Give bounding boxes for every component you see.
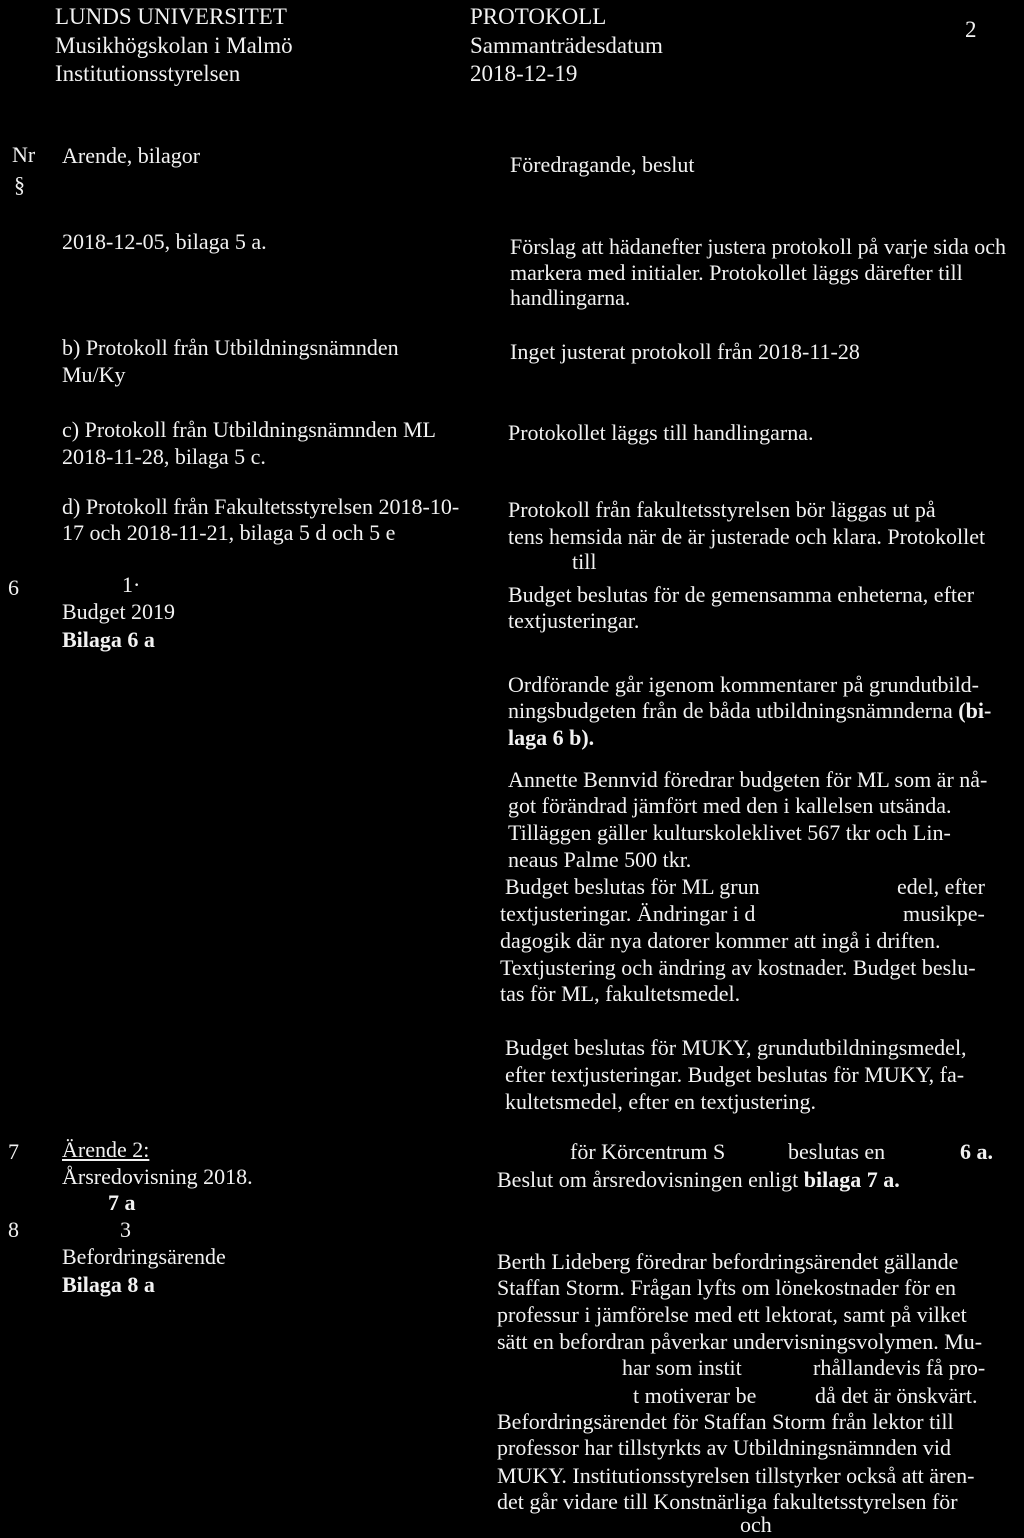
decision-text-segment: Beslut om årsredovisningen enligt xyxy=(497,1167,799,1192)
column-head-decision: Föredragande, beslut xyxy=(510,152,695,177)
decision-text-fragment: och xyxy=(740,1512,772,1537)
decision-text-line: neaus Palme 500 tkr. xyxy=(508,847,692,872)
decision-text-fragment: har som instit xyxy=(622,1355,742,1380)
meeting-date-label: Sammanträdesdatum xyxy=(470,33,663,58)
decision-text-fragment: beslutas en xyxy=(788,1139,886,1164)
decision-text-line: Budget beslutas för MUKY, grundutbildningsmedel, xyxy=(505,1035,967,1060)
decision-text-line: MUKY. Institutionsstyrelsen tillstyrker också att ären- xyxy=(497,1463,975,1488)
document-type: PROTOKOLL xyxy=(470,4,607,29)
decision-text-segment: ningsbudgeten från de båda utbildningsnämnderna xyxy=(508,698,953,723)
decision-text-fragment: musikpe- xyxy=(903,901,985,926)
attachment-reference: 6 a. xyxy=(960,1139,993,1164)
decision-text-line: till xyxy=(572,549,597,574)
decision-text-fragment: textjusteringar. Ändringar i d xyxy=(500,901,756,926)
item-text-line: 17 och 2018-11-21, bilaga 5 d och 5 e xyxy=(62,520,396,545)
attachment-reference: laga 6 b). xyxy=(508,725,595,750)
attachment-reference: 7 a xyxy=(108,1190,136,1215)
decision-text-line: det går vidare till Konstnärliga fakultetsstyrelsen för xyxy=(497,1489,958,1514)
decision-text-line: Befordringsärendet för Staffan Storm från lektor till xyxy=(497,1409,954,1434)
attachment-reference: Bilaga 6 a xyxy=(62,627,155,652)
attachment-reference: bilaga 7 a. xyxy=(803,1167,900,1192)
decision-text-line: markera med initialer. Protokollet läggs därefter till xyxy=(510,260,963,285)
page-number: 2 xyxy=(965,17,977,42)
decision-text-line: efter textjusteringar. Budget beslutas för MUKY, fa- xyxy=(505,1062,965,1087)
decision-text-line: professor har tillstyrkts av Utbildningsnämnden vid xyxy=(497,1435,951,1460)
decision-text-line: Förslag att hädanefter justera protokoll på varje sida och xyxy=(510,234,1007,259)
decision-text-line: Berth Lideberg föredrar befordringsärendet gällande xyxy=(497,1249,959,1274)
meeting-date: 2018-12-19 xyxy=(470,61,578,86)
item-text-line: Mu/Ky xyxy=(62,362,126,387)
item-title: Befordringsärende xyxy=(62,1244,226,1269)
attachment-reference: Bilaga 8 a xyxy=(62,1272,155,1297)
decision-text-fragment: då det är önskvärt. xyxy=(815,1383,978,1408)
decision-text-fragment: t motiverar be xyxy=(633,1383,757,1408)
decision-text-line: Budget beslutas för de gemensamma enheterna, efter xyxy=(508,582,975,607)
item-text-line: 3 xyxy=(120,1217,131,1242)
decision-text-line: professur i jämförelse med ett lektorat, samt på vilket xyxy=(497,1302,967,1327)
decision-text-line: tas för ML, fakultetsmedel. xyxy=(500,981,741,1006)
item-text-line: c) Protokoll från Utbildningsnämnden ML xyxy=(62,417,436,442)
decision-text-line xyxy=(497,1169,900,1191)
decision-text-fragment: för Körcentrum S xyxy=(570,1139,726,1164)
decision-text-line: tens hemsida när de är justerade och klara. Protokollet xyxy=(508,524,986,549)
decision-text-line: dagogik där nya datorer kommer att ingå i driften. xyxy=(500,928,941,953)
item-text-line: 2018-11-28, bilaga 5 c. xyxy=(62,444,266,469)
item-text-line: 2018-12-05, bilaga 5 a. xyxy=(62,229,267,254)
decision-text-fragment: Budget beslutas för ML grun xyxy=(505,874,760,899)
section-number: 8 xyxy=(8,1217,19,1242)
decision-text-fragment: edel, efter xyxy=(897,874,985,899)
decision-text-line: Protokollet läggs till handlingarna. xyxy=(508,420,814,445)
item-title: Årsredovisning 2018. xyxy=(62,1164,253,1189)
item-text-line: 1· xyxy=(122,572,141,597)
decision-text-line: sätt en befordran påverkar undervisningsvolymen. Mu- xyxy=(497,1329,983,1354)
decision-text-line: kultetsmedel, efter en textjustering. xyxy=(505,1089,816,1114)
attachment-reference: (bi- xyxy=(958,698,992,723)
decision-text-line: Inget justerat protokoll från 2018-11-28 xyxy=(510,339,860,364)
item-heading: Ärende 2: xyxy=(62,1137,150,1162)
decision-text-line: Annette Bennvid föredrar budgeten för ML som är nå- xyxy=(508,767,988,792)
decision-text-line xyxy=(508,700,991,722)
school-name: Musikhögskolan i Malmö xyxy=(55,33,293,58)
column-head-nr: Nr xyxy=(12,142,36,167)
column-head-section: § xyxy=(14,172,25,197)
decision-text-line: Protokoll från fakultetsstyrelsen bör läggas ut på xyxy=(508,497,936,522)
section-number: 7 xyxy=(8,1139,19,1164)
decision-text-line: Ordförande går igenom kommentarer på grundutbild- xyxy=(508,672,980,697)
university-name: LUNDS UNIVERSITET xyxy=(55,4,287,29)
decision-text-line: handlingarna. xyxy=(510,285,631,310)
item-text-line: b) Protokoll från Utbildningsnämnden xyxy=(62,335,399,360)
decision-text-line: Tilläggen gäller kulturskoleklivet 567 tkr och Lin- xyxy=(508,820,951,845)
item-title: Budget 2019 xyxy=(62,599,176,624)
decision-text-line: Textjustering och ändring av kostnader. Budget beslu- xyxy=(500,955,976,980)
decision-text-fragment: rhållandevis få pro- xyxy=(813,1355,986,1380)
section-number: 6 xyxy=(8,575,19,600)
item-text-line: d) Protokoll från Fakultetsstyrelsen 2018-10- xyxy=(62,494,460,519)
board-name: Institutionsstyrelsen xyxy=(55,61,241,86)
column-head-item: Arende, bilagor xyxy=(62,143,201,168)
decision-text-line: Staffan Storm. Frågan lyfts om lönekostnader för en xyxy=(497,1275,957,1300)
decision-text-line: got förändrad jämfört med den i kallelsen utsända. xyxy=(508,793,952,818)
decision-text-line: textjusteringar. xyxy=(508,608,640,633)
